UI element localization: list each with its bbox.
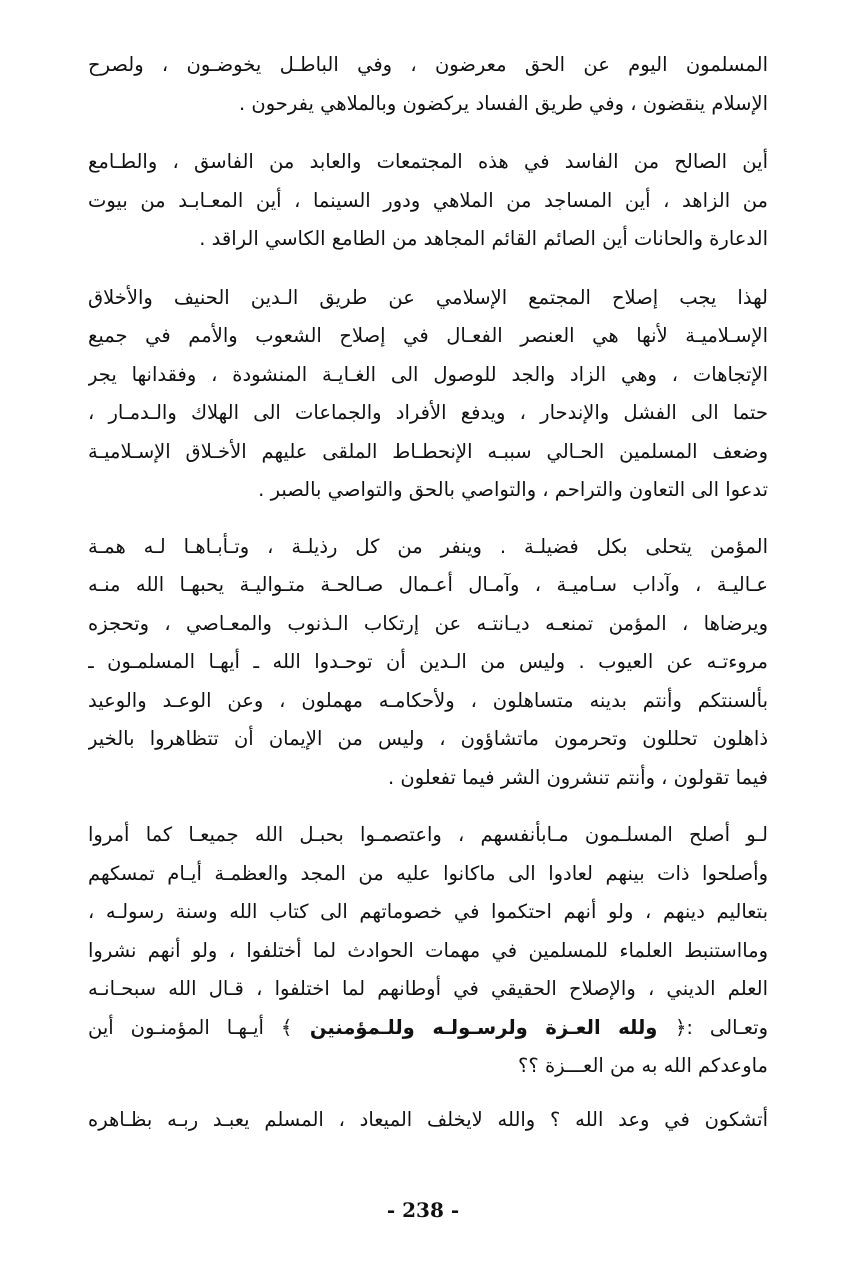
paragraph-3 [88,279,768,510]
text-line: من الزاهد ، أين المساجد من الملاهي ودور السينما ، أين المعـابـد من بيوت [88,188,768,212]
text-line: المسلمون اليوم عن الحق معرضون ، وفي الباطـل يخوضـون ، ولصرح [88,53,768,76]
page-number: - 238 - [386,1198,460,1222]
text-line: الإسلام ينقضون ، وفي طريق الفساد يركضون وبالملاهي يفرحون . [239,91,768,115]
quote-intro: وتعـالى :﴿ [674,1015,768,1039]
text-line: أين الصالح من الفاسد في هذه المجتمعات والعابد من الفاسق ، والطـامع [88,150,768,173]
text-line: وضعف المسلمين الحـالي سببـه الإنحطـاط الملقى عليهم الأخـلاق الإسـلاميـة [88,439,768,463]
text-line: بتعاليم دينهم ، ولو أنهم احتكموا في خصوماتهم الى كتاب الله وسنة رسولـه ، [88,900,768,923]
text-line: بألسنتكم وأنتم بدينه متساهلون ، ولأحكامـه مهملون ، وعن الوعـد والوعيد [88,688,768,712]
paragraph-2 [88,143,768,259]
page-body [88,46,768,1161]
text-line: عـاليـة ، وآداب سـاميـة ، وآمـال أعـمال صـالحـة متـواليـة يحبهـا الله منـه [88,573,768,596]
paragraph-5 [88,816,768,1086]
text-line: ويرضاها ، المؤمن تمنعـه ديـانتـه عن إرتكاب الـذنوب والمعـاصي ، وتحجزه [88,611,768,635]
quran-verse: ولله العـزة ولرسـولـه وللـمؤمنين [292,1015,675,1039]
paragraph-4 [88,528,768,798]
text-line: أتشكون في وعد الله ؟ والله لايخلف الميعاد ، المسلم يعبـد ربـه بظـاهره [88,1107,768,1131]
quote-continuation: ﴾ أيـهـا المؤمنـون أين [88,1015,293,1039]
text-line: العلم الديني ، والإصلاح الحقيقي في أوطانهم لما اختلفوا ، قـال الله سبحـانـه [88,977,768,1000]
text-line: حتما الى الفشل والإندحار ، ويدفع الأفراد والجماعات الى الهلاك والـدمـار ، [88,401,768,424]
text-line: الإتجاهات ، وهي الزاد والجد للوصول الى الغـايـة المنشودة ، وفقدانها يجر [88,362,768,386]
text-line: لـو أصلح المسلـمون مـابأنفسهم ، واعتصمـوا بحبـل الله جميعـا كما أمروا [88,823,768,846]
text-line: الإسـلاميـة لأنها هي العنصر الفعـال في إصلاح الشعوب والأمم في جميع [88,324,768,347]
text-line: تدعوا الى التعاون والتراحم ، والتواصي بالحق والتواصي بالصبر . [258,478,768,501]
text-line: لهذا يجب إصلاح المجتمع الإسلامي عن طريق الـدين الحنيف والأخلاق [88,285,768,309]
quran-quote-line [88,1009,768,1048]
text-line: فيما تقولون ، وأنتم تنشرون الشر فيما تفعلون . [387,765,768,789]
paragraph-1 [88,46,768,123]
text-line: مروءتـه عن العيوب . وليس من الـدين أن توحـدوا الله ـ أيهـا المسلمـون ـ [88,650,768,673]
text-line: وأصلحوا ذات بينهم لعادوا الى ماكانوا عليه من المجد والعظمـة أيـام تمسكهم [88,861,768,885]
text-line: ومااستنبط العلماء للمسلمين في مهمات الحوادث لما أختلفوا ، ولو أنهم نشروا [88,938,768,962]
text-line: الدعارة والحانات أين الصائم القائم المجاهد من الطامع الكاسي الراقد . [199,227,768,250]
text-line: المؤمن يتحلى بكل فضيلـة . وينفر من كل رذيلـة ، وتـأبـاهـا لـه همـة [88,534,768,558]
text-line: ذاهلون تحللون وتحرمون ماتشاؤون ، وليس من الإيمان أن تتظاهروا بالخير [88,727,768,750]
paragraph-6 [88,1101,768,1140]
text-line: ماوعدكم الله به من العـــزة ؟؟ [518,1054,768,1077]
